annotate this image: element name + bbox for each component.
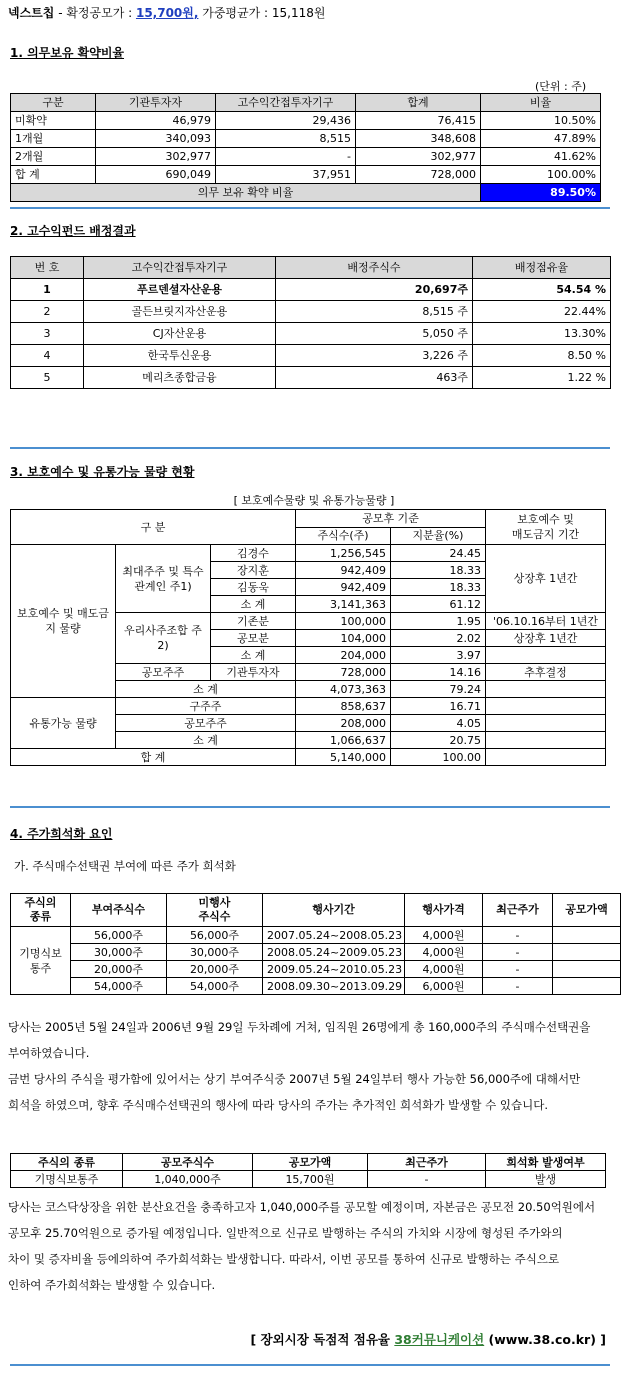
- table-cell: 1: [11, 279, 84, 301]
- stock-kind: 기명식보 통주: [11, 927, 71, 995]
- table-cell: 29,436: [216, 112, 356, 130]
- table-cell: 54,000주: [71, 978, 167, 995]
- table-cell: 463주: [276, 367, 473, 389]
- lockup-table: [10, 93, 601, 202]
- paragraph-2: 당사는 코스닥상장을 위한 분산요건을 충족하고자 1,040,000주를 공모할 예정이며, 자본금은 공모전 20.50억원에서 공모후 25.70억원으로 증가될 예정입니다. 일반적으로 신규로 발행하는 주식의 가치와 시장에 형성된 주가와의 차이 및 증자비율 등에의하여 주가희석화는 발생합니다. 따라서, 이번 공모를 통하여 신규로 발행하는 주식으로 인하여 주가희석화는 발생할 수 있습니다.: [8, 1200, 596, 1292]
- table-cell: 푸르덴셜자산운용: [84, 279, 276, 301]
- table-cell: 한국투신운용: [84, 345, 276, 367]
- fund-allocation-table: [10, 256, 611, 389]
- footer: [ 장외시장 독점적 점유율 38커뮤니케이션 (www.38.co.kr) ]: [250, 1332, 606, 1347]
- paragraph-1: 당사는 2005년 5월 24일과 2006년 9월 29일 두차례에 거쳐, 임직원 26명에게 총 160,000주의 주식매수선택권을 부여하였습니다. 금번 당사의 주식을 평가함에 있어서는 상기 부여주식중 2007년 5월 24일부터 행사 가능한 56,000주에 대해서만 희석을 하였으며, 향후 주식매수선택권의 행사에 따라 당사의 주가는 추가적인 희석화가 발생할 수 있습니다.: [8, 1020, 591, 1112]
- table-cell: 미확약: [11, 112, 96, 130]
- column-header: 공모가액: [253, 1154, 368, 1171]
- table-cell: 302,977: [356, 148, 481, 166]
- divider: [10, 207, 610, 209]
- table-row: [11, 301, 611, 323]
- table-row: [11, 130, 601, 148]
- table-cell: 메리츠종합금융: [84, 367, 276, 389]
- table-cell: [553, 978, 621, 995]
- table-cell: 2008.05.24~2009.05.23: [263, 944, 405, 961]
- table-cell: 56,000주: [167, 927, 263, 944]
- col-after-ipo: 공모후 기준: [296, 510, 486, 528]
- table-row: [11, 978, 621, 995]
- section4-title: 4. 주가희석화 요인: [10, 827, 113, 841]
- column-header: 행사가격: [405, 894, 483, 927]
- table-cell: 골든브릿지자산운용: [84, 301, 276, 323]
- table-cell: 6,000원: [405, 978, 483, 995]
- divider: [10, 1364, 610, 1366]
- table-cell: 41.62%: [481, 148, 601, 166]
- divider: [10, 806, 610, 808]
- column-header: 번 호: [11, 257, 84, 279]
- group-ipo: 공모주주: [116, 664, 211, 681]
- column-header: 공모가액: [553, 894, 621, 927]
- table-cell: 2: [11, 301, 84, 323]
- column-header: 기관투자자: [96, 94, 216, 112]
- table-cell: 5,050 주: [276, 323, 473, 345]
- column-header: 부여주식수: [71, 894, 167, 927]
- section1-title: 1. 의무보유 확약비율: [10, 46, 125, 60]
- table-cell: -: [483, 978, 553, 995]
- table-cell: 20,000주: [71, 961, 167, 978]
- column-header: 합계: [356, 94, 481, 112]
- column-header: 미행사 주식수: [167, 894, 263, 927]
- option-table: [10, 893, 621, 995]
- table-cell: 76,415: [356, 112, 481, 130]
- divider: [10, 447, 610, 449]
- dilution-table: [10, 1153, 606, 1188]
- column-header: 공모주식수: [123, 1154, 253, 1171]
- lock-major: 상장후 1년간: [486, 545, 606, 613]
- lockup-float-table: 구 분 공모후 기준 보호예수 및 매도금지 기간 주식수(주) 지분율(%) 보호예수 및 매도금지 물량 최대주주 및 특수관계인 주1) 김경수 1,256,545 24.45 상장후 1년간 장지훈 942,409 18.33 김동욱 942,409 18.33 소 계 3,141,363 61.12 우리사주조합 주2) 기존분 100,000 1.95 '06.10.16부터 1년간 공모분 104,000 2.02 상장후 1년간 소 계 204,000 3.97 공모주주 기관투자자 728,000 14.16 추후결정 소 계 4,073,363 79.24 유통가능 물량 구주주 858,637 16.71 공모주주 208,000 4.05 소 계 1,066,637 20.75 합 계 5,140,000 100.00: [10, 509, 606, 766]
- table-cell: 728,000: [356, 166, 481, 184]
- column-header: 최근주가: [368, 1154, 486, 1171]
- section2-title: 2. 고수익펀드 배정결과: [10, 224, 136, 238]
- section3-caption: [ 보호예수물량 및 유통가능물량 ]: [233, 494, 395, 507]
- table-cell: 발생: [486, 1171, 606, 1188]
- summary-value: 89.50%: [481, 184, 601, 202]
- table-cell: -: [483, 944, 553, 961]
- table-cell: 20,697주: [276, 279, 473, 301]
- table-cell: 4,000원: [405, 944, 483, 961]
- col-shares: 주식수(주): [296, 527, 391, 545]
- table-cell: [553, 944, 621, 961]
- table-cell: 5: [11, 367, 84, 389]
- column-header: 최근주가: [483, 894, 553, 927]
- table-cell: 13.30%: [473, 323, 611, 345]
- table-cell: 4,000원: [405, 927, 483, 944]
- table-cell: 3,226 주: [276, 345, 473, 367]
- table-cell: 37,951: [216, 166, 356, 184]
- table-cell: 2008.09.30~2013.09.29: [263, 978, 405, 995]
- column-header: 주식의 종류: [11, 894, 71, 927]
- section3-title: 3. 보호예수 및 유통가능 물량 현황: [10, 465, 195, 479]
- column-header: 구분: [11, 94, 96, 112]
- col-ratio: 지분율(%): [391, 527, 486, 545]
- table-cell: 8.50 %: [473, 345, 611, 367]
- group-esop: 우리사주조합 주2): [116, 613, 211, 664]
- table-cell: 54,000주: [167, 978, 263, 995]
- table-row: [11, 961, 621, 978]
- column-header: 비율: [481, 94, 601, 112]
- table-cell: 348,608: [356, 130, 481, 148]
- table-cell: 기명식보통주: [11, 1171, 123, 1188]
- table-cell: 3: [11, 323, 84, 345]
- col-gubun: 구 분: [11, 510, 296, 545]
- table-cell: 54.54 %: [473, 279, 611, 301]
- section4-sub: 가. 주식매수선택권 부여에 따른 주가 희석화: [14, 859, 236, 873]
- table-cell: 302,977: [96, 148, 216, 166]
- column-header: 배정주식수: [276, 257, 473, 279]
- table-cell: -: [483, 927, 553, 944]
- table-row: [11, 367, 611, 389]
- table-cell: 1.22 %: [473, 367, 611, 389]
- total-row: 합 계: [11, 749, 296, 766]
- table-cell: 30,000주: [71, 944, 167, 961]
- table-row: [11, 166, 601, 184]
- table-cell: 8,515: [216, 130, 356, 148]
- table-cell: 15,700원: [253, 1171, 368, 1188]
- table-cell: 22.44%: [473, 301, 611, 323]
- table-cell: 4,000원: [405, 961, 483, 978]
- table-cell: 2009.05.24~2010.05.23: [263, 961, 405, 978]
- column-header: 고수익간접투자기구: [216, 94, 356, 112]
- table-cell: 100.00%: [481, 166, 601, 184]
- group-protect: 보호예수 및 매도금지 물량: [11, 545, 116, 698]
- table-row: [11, 148, 601, 166]
- table-cell: 10.50%: [481, 112, 601, 130]
- table-cell: 4: [11, 345, 84, 367]
- table-cell: 1개월: [11, 130, 96, 148]
- table-cell: 690,049: [96, 166, 216, 184]
- table-cell: [553, 927, 621, 944]
- table-cell: 2개월: [11, 148, 96, 166]
- company-name: 넥스트칩: [8, 6, 55, 20]
- table-row: [11, 345, 611, 367]
- table-cell: 1,040,000주: [123, 1171, 253, 1188]
- table-cell: 340,093: [96, 130, 216, 148]
- table-cell: 합 계: [11, 166, 96, 184]
- group-float: 유통가능 물량: [11, 698, 116, 749]
- col-lock-period: 보호예수 및 매도금지 기간: [486, 510, 606, 545]
- table-cell: 56,000주: [71, 927, 167, 944]
- offer-price: 15,700원,: [135, 6, 199, 20]
- table-row: [11, 279, 611, 301]
- table-row: [11, 944, 621, 961]
- table-cell: 30,000주: [167, 944, 263, 961]
- table-cell: -: [368, 1171, 486, 1188]
- table-cell: -: [483, 961, 553, 978]
- table-cell: 47.89%: [481, 130, 601, 148]
- table-cell: [553, 961, 621, 978]
- column-header: 희석화 발생여부: [486, 1154, 606, 1171]
- table-cell: 2007.05.24~2008.05.23: [263, 927, 405, 944]
- table-row: [11, 112, 601, 130]
- header: 넥스트칩 - 확정공모가 : 15,700원, 가중평균가 : 15,118원: [8, 6, 326, 20]
- table-cell: CJ자산운용: [84, 323, 276, 345]
- table-cell: -: [216, 148, 356, 166]
- table-cell: 8,515 주: [276, 301, 473, 323]
- column-header: 배정점유율: [473, 257, 611, 279]
- unit-label: (단위 : 주): [535, 80, 587, 93]
- group-major: 최대주주 및 특수관계인 주1): [116, 545, 211, 613]
- table-row: [11, 323, 611, 345]
- table-cell: 20,000주: [167, 961, 263, 978]
- column-header: 주식의 종류: [11, 1154, 123, 1171]
- table-row: [11, 927, 621, 944]
- summary-label: 의무 보유 확약 비율: [11, 184, 481, 202]
- brand-link[interactable]: 38커뮤니케이션: [394, 1332, 485, 1347]
- column-header: 고수익간접투자기구: [84, 257, 276, 279]
- table-cell: 46,979: [96, 112, 216, 130]
- column-header: 행사기간: [263, 894, 405, 927]
